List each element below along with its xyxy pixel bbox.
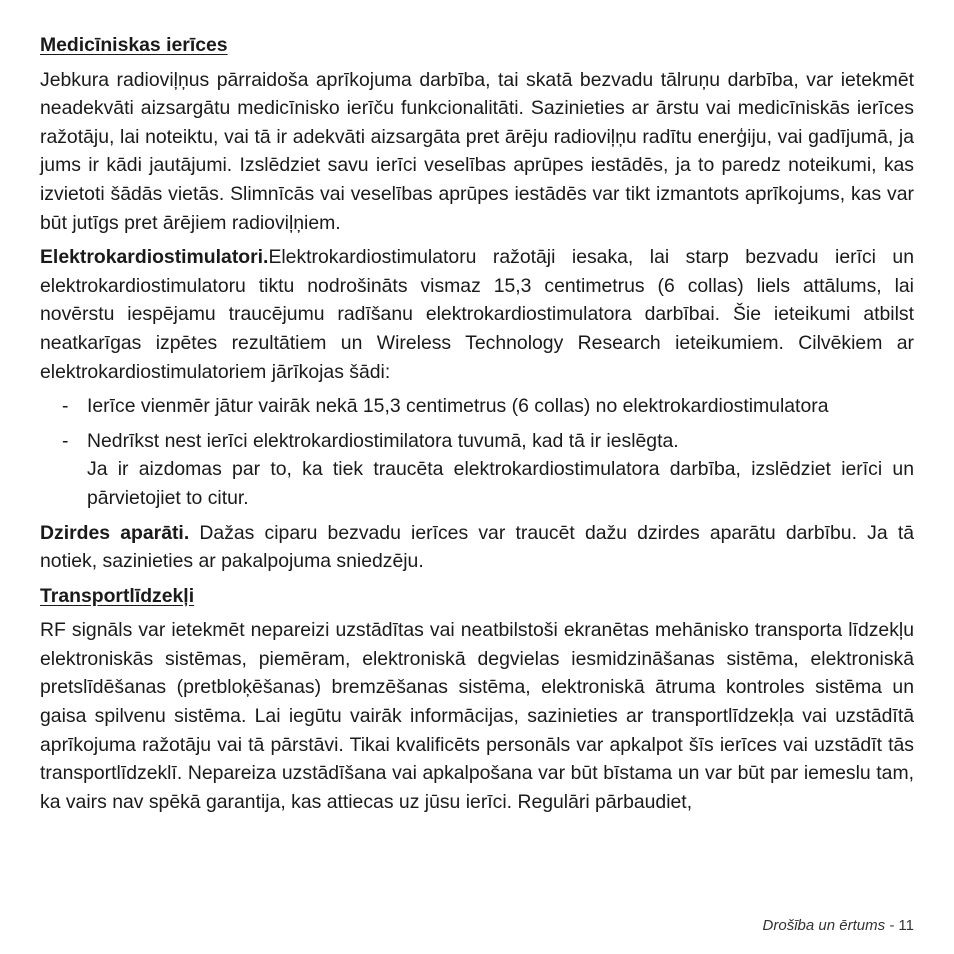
document-page xyxy=(40,31,914,822)
bullet-dash: - xyxy=(62,429,69,452)
pacemakers-lead: Elektrokardiostimulatori. xyxy=(40,246,269,269)
hearing-aids-lead: Dzirdes aparāti. xyxy=(40,521,190,544)
list-item xyxy=(40,392,914,421)
pacemakers-paragraph xyxy=(40,243,914,386)
page-number: 11 xyxy=(898,917,914,934)
hearing-aids-paragraph xyxy=(40,519,914,576)
section-heading-vehicles: Transportlīdzekļi xyxy=(40,584,195,607)
hearing-aids-text: Dažas ciparu bezvadu ierīces var traucēt dažu dzirdes aparātu darbību. Ja tā notiek, sazinieties ar pakalpojuma sniedzēju. xyxy=(40,521,914,573)
list-item-text: Nedrīkst nest ierīci elektrokardiostimilatora tuvumā, kad tā ir ieslēgta. xyxy=(87,429,679,452)
section-heading-medical-devices: Medicīniskas ierīces xyxy=(40,34,228,56)
bullet-dash: - xyxy=(62,395,69,418)
list-item xyxy=(40,427,914,513)
footer-section-name: Drošība un ērtums - xyxy=(762,917,895,934)
pacemakers-text: Elektrokardiostimulatoru ražotāji iesaka, lai starp bezvadu ierīci un elektrokardiostimulatoru tiktu nodrošināts vismaz 15,3 centimetrus (6 collas) liels attālums, lai novērstu iespējamu traucējumu radīšanu elektrokardiostimulatora darbībai. Šie ieteikumi atbilst neatkarīgas izpētes rezultātiem un Wireless Technology Research ieteikumiem. Cilvēkiem ar elektrokardiostimulatoriem jārīkojas šādi: xyxy=(40,246,914,383)
pacemaker-advice-list xyxy=(40,392,914,512)
list-item-text: Ierīce vienmēr jātur vairāk nekā 15,3 centimetrus (6 collas) no elektrokardiostimulatora xyxy=(87,395,829,418)
vehicles-paragraph: RF signāls var ietekmēt nepareizi uzstādītas vai neatbilstoši ekranētas mehānisko transporta līdzekļu elektroniskās sistēmas, piemēram, elektroniskā degvielas iesmidzināšanas sistēma, elektroniskā pretslīdēšanas (pretbloķēšanas) bremzēšanas sistēma, elektroniskā ātruma kontroles sistēma un gaisa spilvenu sistēma. Lai iegūtu vairāk informācijas, sazinieties ar transportlīdzekļa vai uzstādītā aprīkojuma ražotāju vai tā pārstāvi. Tikai kvalificēts personāls var apkalpot šīs ierīces vai uzstādīt tās transportlīdzeklī. Nepareiza uzstādīšana vai apkalpošana var būt bīstama un var būt par iemeslu tam, ka vairs nav spēkā garantija, kas attiecas uz jūsu ierīci. Regulāri pārbaudiet, xyxy=(40,619,914,813)
page-footer xyxy=(763,917,914,934)
medical-devices-paragraph: Jebkura radioviļņus pārraidoša aprīkojuma darbība, tai skatā bezvadu tālruņu darbība, var ietekmēt neadekvāti aizsargātu medicīnisko ierīču funkcionalitāti. Sazinieties ar ārstu vai medicīniskās ierīces ražotāju, lai noteiktu, vai tā ir adekvāti aizsargāta pret ārēju radioviļņu radītu enerģiju, vai gadījumā, ja jums ir kādi jautājumi. Izslēdziet savu ierīci veselības aprūpes iestādēs, ja to paredz noteikumi, kas izvietoti šādās vietās. Slimnīcās vai veselības aprūpes iestādēs var tikt izmantots aprīkojums, kas var būt jutīgs pret ārējiem radioviļņiem. xyxy=(40,68,914,234)
list-item-text: Ja ir aizdomas par to, ka tiek traucēta elektrokardiostimulatora darbība, izslēdziet ierīci un pārvietojiet to citur. xyxy=(87,458,914,509)
